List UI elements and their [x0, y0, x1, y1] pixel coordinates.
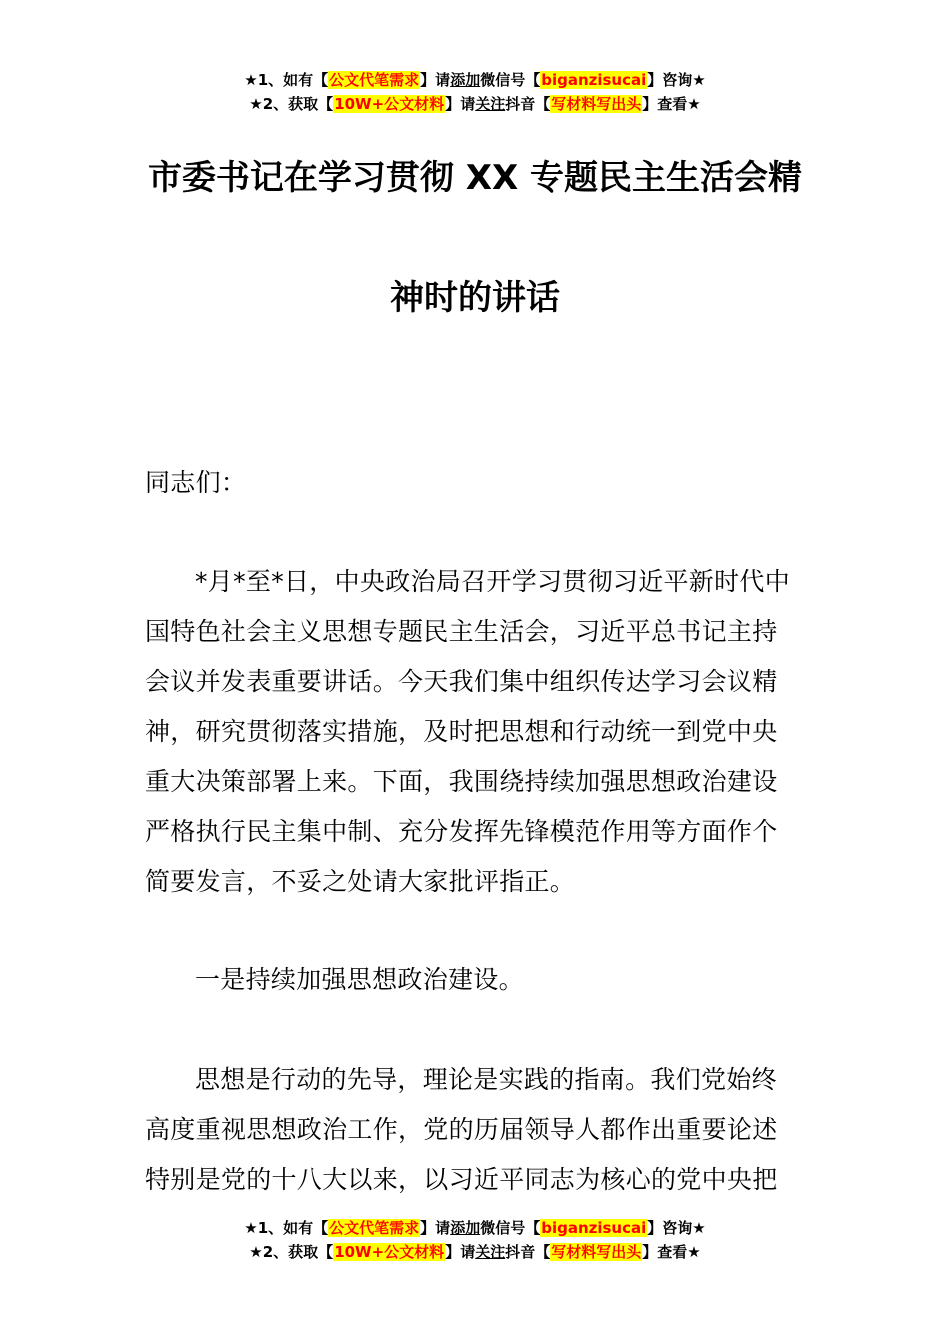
underlined-text: 关注	[475, 95, 506, 113]
paragraph-line: 重大决策部署上来。下面，我围绕持续加强思想政治建设	[145, 767, 778, 796]
document-title-line-2: 神时的讲话	[390, 278, 560, 318]
banner-text: 】请	[445, 95, 476, 113]
salutation	[145, 458, 809, 508]
banner-text: 微信号【	[480, 71, 541, 89]
top-banner	[0, 68, 950, 116]
banner-text: 】咨询★	[647, 1219, 706, 1237]
banner-text: 抖音【	[505, 1243, 551, 1261]
wechat-id: biganzisucai	[541, 71, 647, 89]
banner-text: 】查看★	[642, 95, 701, 113]
banner-text: ★1、如有【	[244, 71, 329, 89]
banner-text: 】请	[420, 71, 451, 89]
paragraph-2	[145, 1055, 809, 1205]
wechat-id: biganzisucai	[541, 1219, 647, 1237]
salutation-text: 同志们：	[145, 468, 247, 497]
douyin-account: 写材料写出头	[551, 95, 642, 113]
underlined-text: 添加	[450, 1219, 481, 1237]
banner-text: ★2、获取【	[249, 1243, 334, 1261]
paragraph-line: 国特色社会主义思想专题民主生活会，习近平总书记主持	[145, 617, 778, 646]
underlined-text: 关注	[475, 1243, 506, 1261]
paragraph-line: 会议并发表重要讲话。今天我们集中组织传达学习会议精	[145, 667, 778, 696]
section-heading-1	[145, 955, 809, 1005]
paragraph-line: *月*至*日，中央政治局召开学习贯彻习近平新时代中	[195, 567, 791, 596]
banner-line-1	[0, 1216, 950, 1240]
banner-text: 抖音【	[505, 95, 551, 113]
highlight-text: 公文代笔需求	[329, 1219, 420, 1237]
banner-line-1	[0, 68, 950, 92]
document-title-line-1: 市委书记在学习贯彻 XX 专题民主生活会精	[147, 158, 803, 198]
paragraph-line: 神，研究贯彻落实措施，及时把思想和行动统一到党中央	[145, 717, 778, 746]
paragraph-line: 特别是党的十八大以来，以习近平同志为核心的党中央把	[145, 1165, 778, 1194]
banner-line-2	[0, 92, 950, 116]
banner-text: ★2、获取【	[249, 95, 334, 113]
section-heading-text: 一是持续加强思想政治建设。	[195, 965, 524, 994]
highlight-text: 10W+公文材料	[334, 1243, 445, 1261]
paragraph-line: 严格执行民主集中制、充分发挥先锋模范作用等方面作个	[145, 817, 778, 846]
banner-text: 】请	[420, 1219, 451, 1237]
banner-line-2	[0, 1240, 950, 1264]
highlight-text: 公文代笔需求	[329, 71, 420, 89]
banner-text: 】请	[445, 1243, 476, 1261]
banner-text: 】查看★	[642, 1243, 701, 1261]
underlined-text: 添加	[450, 71, 481, 89]
bottom-banner	[0, 1216, 950, 1264]
highlight-text: 10W+公文材料	[334, 95, 445, 113]
paragraph-line: 简要发言，不妥之处请大家批评指正。	[145, 867, 576, 896]
paragraph-line: 思想是行动的先导，理论是实践的指南。我们党始终	[195, 1065, 777, 1094]
banner-text: 微信号【	[480, 1219, 541, 1237]
paragraph-1	[145, 557, 809, 907]
paragraph-line: 高度重视思想政治工作，党的历届领导人都作出重要论述	[145, 1115, 778, 1144]
banner-text: 】咨询★	[647, 71, 706, 89]
douyin-account: 写材料写出头	[551, 1243, 642, 1261]
banner-text: ★1、如有【	[244, 1219, 329, 1237]
